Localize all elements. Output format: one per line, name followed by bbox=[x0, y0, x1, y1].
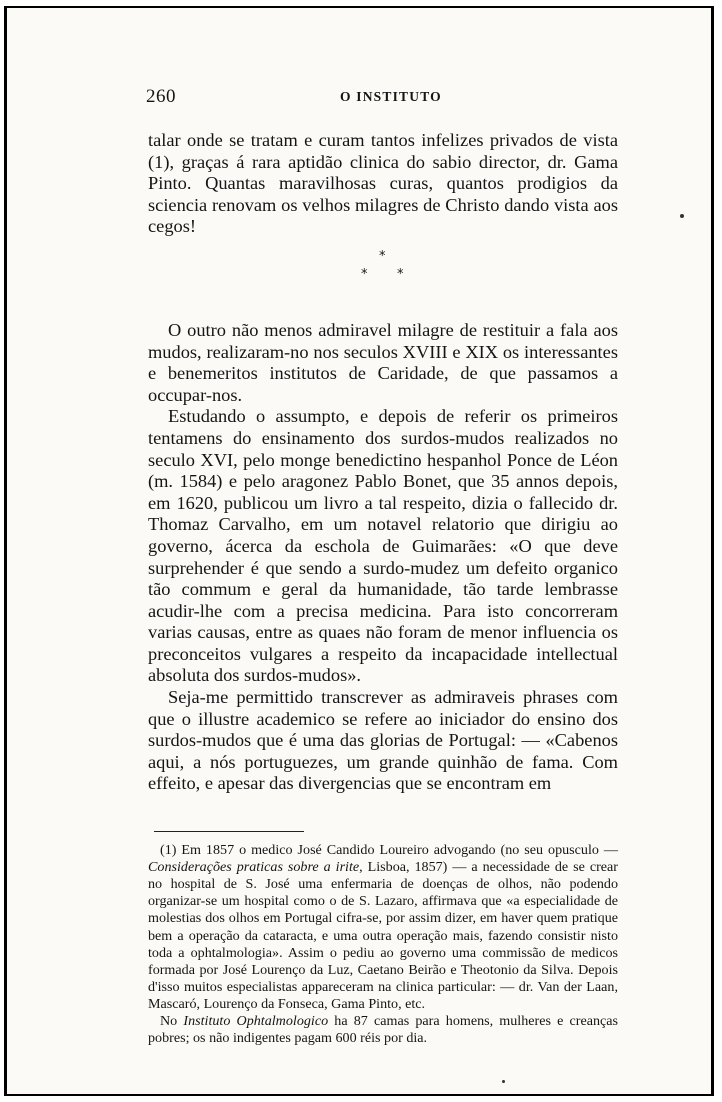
asterisk-icon: * bbox=[397, 266, 404, 282]
body-text bbox=[148, 130, 618, 795]
footnote-1-italic-title: Considerações praticas sobre a irite bbox=[148, 859, 360, 876]
document-page bbox=[148, 86, 618, 1047]
paragraph-4: Seja-me permittido transcrever as admiraveis phrases com que o illustre academico se refere ao iniciador do ensino dos surdos-mudos que é uma das glorias de Portugal: — «Cabenos aqui, a nós portuguezes, um grande quinhão de fama. Com effeito, e apesar das divergencias que se encontram em bbox=[148, 687, 618, 794]
footnote-1-text-b: , Lisboa, 1857) — a necessidade de se crear no hospital de S. José uma enfermaria de doenças de olhos, não podendo organizar-se um hospital como o de S. Lazaro, affirmava que «a especialidade de molestias dos olhos em Portugal cifra-se, por assim dizer, em haver quem pratique bem a operação da cataracta, e uma outra operação mais, fazendo consistir nisto toda a ophtalmologia». Assim o pediu ao governo uma commissão de medicos formada por José Lourenço da Luz, Caetano Beirão e Theotonio da Silva. Depois d'isso muitos especialistas appareceram na clinica particular: — dr. Van der Laan, Mascaró, Lourenço da Fonseca, Gama Pinto, etc. bbox=[148, 859, 618, 1012]
journal-title: O INSTITUTO bbox=[340, 89, 442, 104]
asterisk-icon: * bbox=[379, 248, 386, 264]
footnote-2-italic-title: Instituto Ophtalmologico bbox=[183, 1012, 329, 1029]
footnote-marker: (1) bbox=[160, 842, 177, 859]
footnote-2-text-b: ha 87 camas para homens, mulheres e creanças pobres; os não indigentes pagam 600 réis por dia. bbox=[148, 1012, 619, 1047]
footnote-2 bbox=[148, 1013, 618, 1047]
footnotes bbox=[148, 842, 618, 1047]
footnote-2-text-a: No bbox=[160, 1012, 184, 1029]
footnote-1 bbox=[148, 842, 618, 1013]
paragraph-3: Estudando o assumpto, e depois de referir os primeiros tentamens do ensinamento dos surdos-mudos realizados no seculo XVI, pelo monge benedictino hespanhol Ponce de Léon (m. 1584) e pelo aragonez Pablo Bonet, que 35 annos depois, em 1620, publicou um livro a tal respeito, dizia o fallecido dr. Thomaz Carvalho, em um notavel relatorio que dirigiu ao governo, ácerca da eschola de Guimarães: «O que deve surprehender é que sendo a surdo-mudez um defeito organico tão commum e geral da humanidade, tão tarde lembrasse acudir-lhe com a precisa medicina. Para isto concorreram varias causas, entre as quaes não foram de menor influencia os preconceitos vulgares a respeito da incapacidade intellectual absoluta dos surdos-mudos». bbox=[148, 406, 618, 686]
footnote-1-text-a: Em 1857 o medico José Candido Loureiro advogando (no seu opusculo — bbox=[181, 842, 618, 859]
paragraph-1: talar onde se tratam e curam tantos infelizes privados de vista (1), graças á rara aptidão clinica do sabio director, dr. Gama Pinto. Quantas maravilhosas curas, quantos prodigios da sciencia renovam os velhos milagres de Christo dando vista aos cegos! bbox=[148, 130, 618, 237]
running-head bbox=[148, 86, 618, 110]
page-number: 260 bbox=[146, 86, 176, 107]
asterisk-icon: * bbox=[361, 266, 368, 282]
margin-speck bbox=[680, 214, 684, 218]
footnote-rule bbox=[154, 831, 304, 832]
section-separator bbox=[148, 246, 618, 314]
margin-speck bbox=[502, 1080, 505, 1083]
paragraph-2: O outro não menos admiravel milagre de restituir a fala aos mudos, realizaram-no nos seculos XVIII e XIX os interessantes e benemeritos institutos de Caridade, de que passamos a occupar-nos. bbox=[148, 319, 618, 405]
